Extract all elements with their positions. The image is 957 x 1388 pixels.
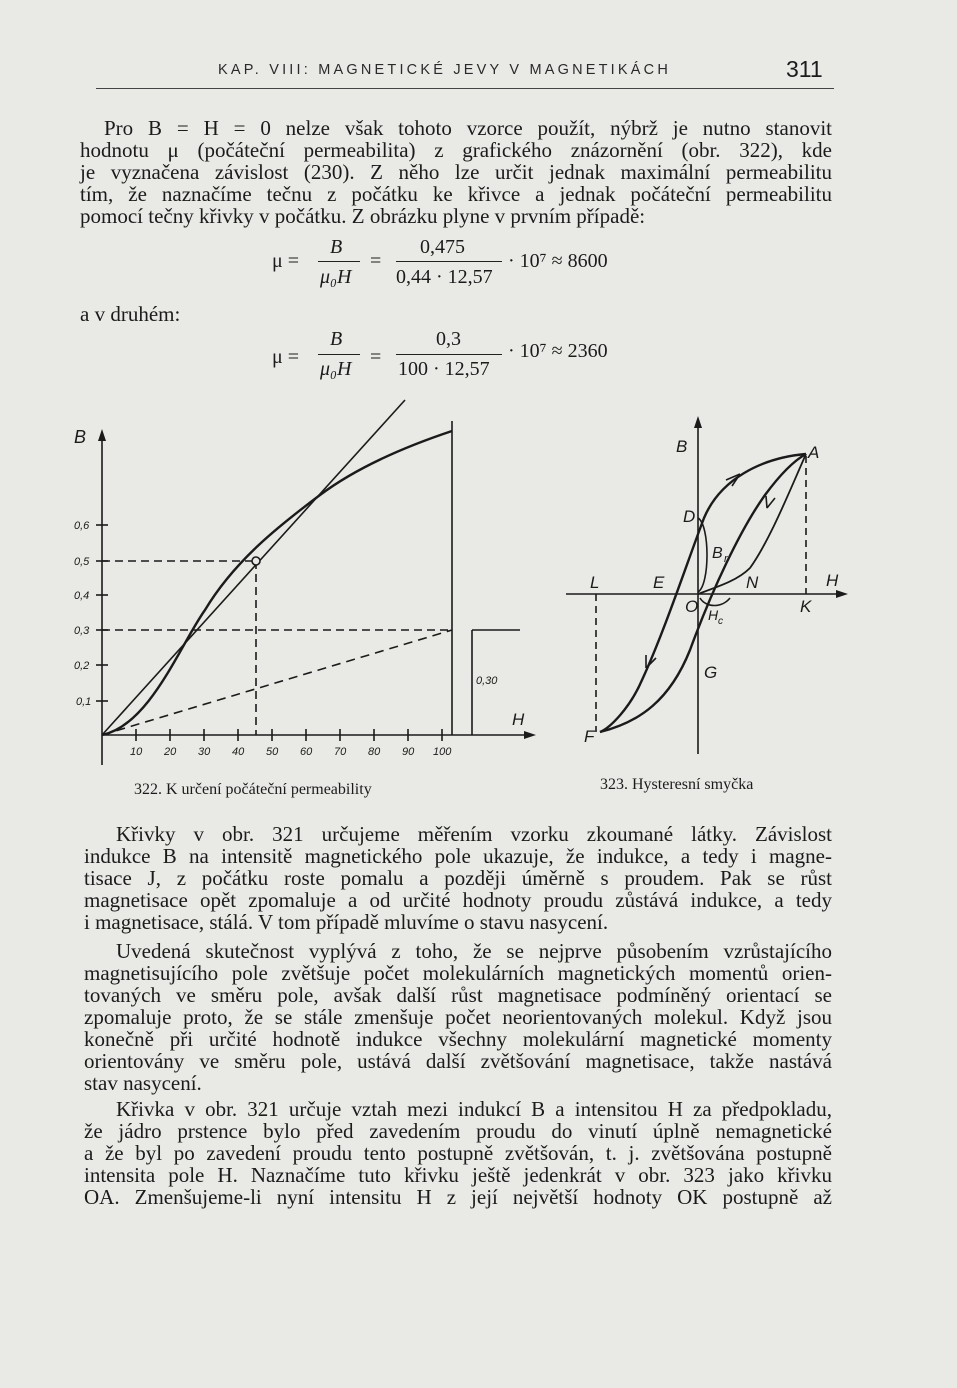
text-line: konečně při určité hodnotě indukce všechny molekulární magnetické momenty: [84, 1027, 832, 1051]
eq-denominator: μ₀H: [320, 266, 352, 288]
eq-tail: · 10⁷ ≈ 2360: [508, 340, 608, 362]
eq-tail: · 10⁷ ≈ 8600: [508, 250, 608, 272]
label-B: B: [676, 437, 688, 456]
text-line: tisace J, z počátku roste pomalu a později úměrně s proudem. Pak se růst: [84, 866, 832, 890]
eq-numerator: 0,475: [420, 236, 465, 258]
fraction-bar: [396, 354, 502, 355]
label-Br: B: [712, 545, 723, 562]
running-title: KAP. VIII: MAGNETICKÉ JEVY V MAGNETIKÁCH: [218, 62, 671, 78]
figure-322-initial-permeability: [60, 395, 540, 775]
x-tick-label: 30: [198, 746, 211, 758]
text-line: hodnotu μ (počáteční permeabilita) z grafického znázornění (obr. 322), kde: [80, 138, 832, 162]
text-line: OA. Zmenšujeme-li nyní intensitu H z její největší hodnoty OK postupně až: [84, 1185, 832, 1209]
x-tick-label: 90: [402, 746, 415, 758]
text-line: Pro B = H = 0 nelze však tohoto vzorce použít, nýbrž je nutno stanovit: [104, 116, 832, 140]
text-line: zpomaluje proto, že se stále zmenšuje počet neorientovaných molekul. Když jsou: [84, 1005, 832, 1029]
magnetization-curve: [102, 431, 452, 735]
eq-numerator: 0,3: [436, 328, 461, 350]
intro-paragraph: [80, 117, 832, 227]
text-line: Křivka v obr. 321 určuje vztah mezi indukcí B a intensitou H za předpokladu,: [116, 1097, 832, 1121]
eq-equals: =: [370, 250, 382, 272]
label-O: O: [685, 597, 699, 616]
eq-denominator: 0,44 · 12,57: [396, 266, 493, 288]
label-Br-sub: r: [724, 553, 728, 565]
text-line: tím, že naznačíme tečnu z počátku ke křivce a jednak počáteční permeabilitu: [80, 182, 832, 206]
header-rule: [96, 88, 834, 89]
initial-permeability-line: [102, 630, 452, 735]
x-tick-label: 20: [164, 746, 177, 758]
y-tick-label: 0,1: [76, 696, 92, 708]
label-D: D: [683, 507, 696, 526]
paragraph-2: [84, 940, 832, 1094]
text-line: magnetisace opět zpomaluje a od určité hodnoty proudu zůstává indukce, a tedy: [84, 888, 832, 912]
x-axis-label: H: [512, 710, 525, 729]
figure-323-hysteresis-loop: [560, 410, 850, 755]
fraction-bar: [318, 354, 360, 355]
label-N: N: [746, 573, 759, 592]
text-line: i magnetisace, stálá. V tom případě mluvíme o stavu nasycení.: [84, 910, 609, 934]
label-E: E: [653, 573, 665, 592]
text-line: a že byl po zavedení proudu tento postupně zvětšován, t. j. zvětšována postupně: [84, 1141, 832, 1165]
page-number: 311: [786, 56, 823, 82]
label-L: L: [590, 573, 600, 592]
text-line: magnetisujícího pole zvětšuje počet molekulárních magnetických momentů orien-: [84, 961, 832, 985]
text-line: Uvedená skutečnost vyplývá z toho, že se nejprve působením vzrůstajícího: [116, 939, 832, 963]
text-line: indukce B na intensitě magnetického pole ukazuje, že indukce, a tedy i magne-: [84, 844, 832, 868]
y-tick-label: 0,3: [74, 625, 90, 637]
eq-equals: =: [370, 346, 382, 368]
text-line: pomocí tečny křivky v počátku. Z obrázku plyne v prvním případě:: [80, 204, 646, 228]
x-tick-label: 100: [433, 746, 452, 758]
x-tick-label: 60: [300, 746, 313, 758]
eq-denominator: μ₀H: [320, 358, 352, 380]
tangent-point: [252, 557, 260, 565]
label-Hc-sub: c: [718, 616, 723, 627]
y-tick-label: 0,4: [74, 590, 90, 602]
text-line: Křivky v obr. 321 určujeme měřením vzorku zkoumané látky. Závislost: [116, 822, 832, 846]
paragraph-3: [84, 1098, 832, 1208]
fraction-bar: [396, 261, 502, 262]
x-tick-label: 80: [368, 746, 381, 758]
y-tick-label: 0,2: [74, 660, 90, 672]
figure-323-caption: 323. Hysteresní smyčka: [600, 776, 754, 793]
label-G: G: [704, 663, 718, 682]
eq-numerator: B: [330, 236, 343, 258]
figure-322-caption: 322. K určení počáteční permeability: [134, 781, 372, 798]
x-tick-label: 70: [334, 746, 347, 758]
eq-numerator: B: [330, 328, 343, 350]
max-permeability-tangent: [102, 400, 405, 735]
second-case-label: a v druhém:: [80, 302, 181, 326]
label-F: F: [584, 727, 595, 746]
x-tick-label: 50: [266, 746, 279, 758]
label-K: K: [800, 597, 812, 616]
value-label: 0,30: [476, 675, 498, 687]
x-tick-label: 40: [232, 746, 245, 758]
paragraph-1: [84, 823, 832, 933]
text-line: tovaných ve směru pole, avšak další růst magnetisace podmíněný orientací se: [84, 983, 832, 1007]
label-A: A: [808, 443, 820, 462]
label-H: H: [826, 571, 839, 590]
text-line: orientovány ve směru pole, ustává další zvětšování magnetisace, takže nastává: [84, 1049, 832, 1073]
eq-lhs: μ =: [272, 346, 300, 368]
eq-denominator: 100 · 12,57: [398, 358, 490, 380]
text-line: intensita pole H. Naznačíme tuto křivku ještě jedenkrát v obr. 323 jako křivku: [84, 1163, 832, 1187]
fraction-bar: [318, 261, 360, 262]
text-line: že jádro prstence bylo před zavedením proudu do vinutí úplně nemagnetické: [84, 1119, 832, 1143]
y-axis-label: B: [74, 427, 87, 447]
text-line: stav nasycení.: [84, 1071, 202, 1095]
y-tick-label: 0,6: [74, 520, 90, 532]
text-line: je vyznačena závislost (230). Z něho lze určit jednak maximální permeabilitu: [80, 160, 832, 184]
x-tick-label: 10: [130, 746, 143, 758]
label-Hc: H: [708, 607, 719, 623]
eq-lhs: μ =: [272, 250, 300, 272]
y-tick-label: 0,5: [74, 556, 90, 568]
